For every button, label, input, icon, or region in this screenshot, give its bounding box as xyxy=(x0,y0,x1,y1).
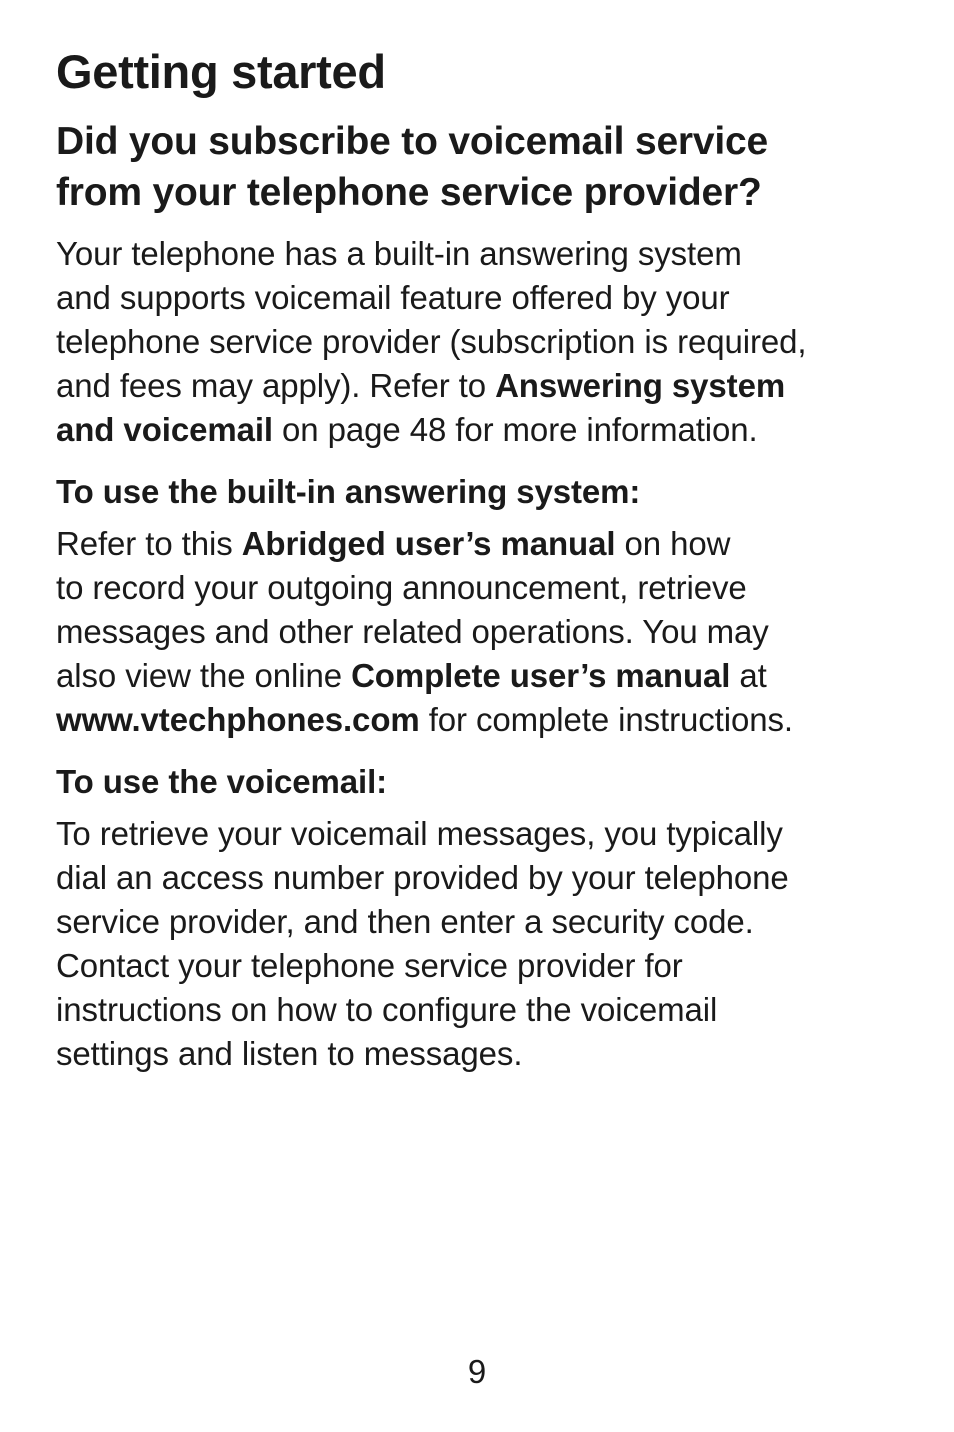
voicemail-line-1: To retrieve your voicemail messages, you typically xyxy=(56,815,783,852)
intro-line-5-text: on page 48 for more information. xyxy=(272,411,758,448)
intro-line-2: and supports voicemail feature offered by your xyxy=(56,279,730,316)
voicemail-heading: To use the voicemail: xyxy=(56,763,388,800)
voicemail-paragraph xyxy=(56,812,916,1076)
answering-line-4-end: at xyxy=(730,657,767,694)
subtitle-line-1: Did you subscribe to voicemail service xyxy=(56,120,769,163)
voicemail-ref: and voicemail xyxy=(56,411,273,448)
answering-system-paragraph xyxy=(56,522,916,742)
answering-line-5-text: for complete instructions. xyxy=(419,701,793,738)
voicemail-line-3: service provider, and then enter a security code. xyxy=(56,903,754,940)
voicemail-line-6: settings and listen to messages. xyxy=(56,1035,523,1072)
page-number: 9 xyxy=(467,1353,487,1390)
answering-line-2: to record your outgoing announcement, retrieve xyxy=(56,569,747,606)
answering-line-1-text: Refer to this xyxy=(56,525,242,562)
answering-line-3: messages and other related operations. You may xyxy=(56,613,769,650)
answering-system-heading: To use the built-in answering system: xyxy=(56,473,641,510)
intro-line-3: telephone service provider (subscription is required, xyxy=(56,323,807,360)
intro-line-4-text: and fees may apply). Refer to xyxy=(56,367,496,404)
document-page xyxy=(56,42,916,1076)
voicemail-line-4: Contact your telephone service provider for xyxy=(56,947,683,984)
answering-line-1-end: on how xyxy=(615,525,731,562)
page-title: Getting started xyxy=(56,45,386,98)
voicemail-line-5: instructions on how to configure the voicemail xyxy=(56,991,718,1028)
subtitle-line-2: from your telephone service provider? xyxy=(56,171,762,214)
voicemail-line-2: dial an access number provided by your telephone xyxy=(56,859,789,896)
answering-system-ref: Answering system xyxy=(495,367,786,404)
answering-line-4-text: also view the online xyxy=(56,657,352,694)
abridged-manual-ref: Abridged user’s manual xyxy=(241,525,616,562)
website-url: www.vtechphones.com xyxy=(56,701,420,738)
complete-manual-ref: Complete user’s manual xyxy=(351,657,731,694)
intro-line-1: Your telephone has a built-in answering system xyxy=(56,235,742,272)
intro-paragraph xyxy=(56,232,916,452)
section-question-heading xyxy=(56,116,916,218)
